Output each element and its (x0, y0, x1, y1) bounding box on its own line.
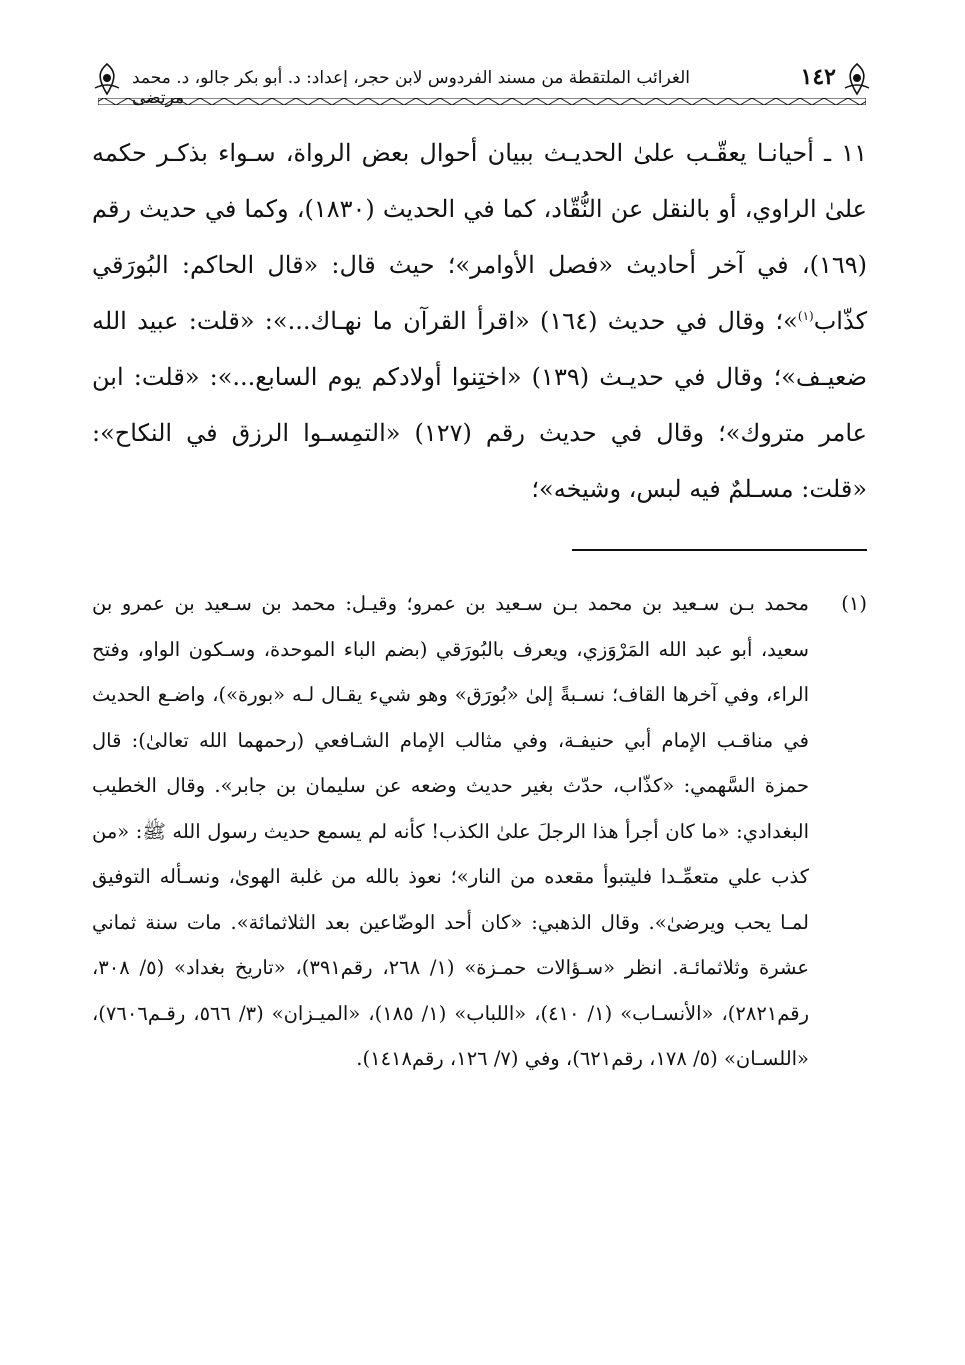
main-paragraph (92, 125, 867, 517)
running-title: الغرائب الملتقطة من مسند الفردوس لابن حجر، إعداد: د. أبو بكر جالو، د. محمد مرتضى (132, 68, 690, 108)
footnote (92, 581, 867, 1082)
footnote-separator (572, 549, 867, 551)
paragraph-text: ١١ ـ أحيانـا يعقّـب علىٰ الحديـث ببيان أحوال بعض الرواة، سـواء بذكـر حكمه علىٰ الراوي، أو بالنقل عن النُّقّاد، كما في الحديث (١٨٣٠)، وكما في حديث رقم (١٦٩)، في آخر أحاديث «فصل الأوامر»؛ حيث قال: «قال الحاكم: البُورَقي كذّاب (92, 139, 867, 335)
footnote-ref[interactable]: (١) (797, 309, 814, 323)
paragraph-11 (92, 125, 867, 517)
footnote-number: (١) (841, 592, 867, 615)
ornament-icon (842, 62, 872, 96)
page-number: ١٤٢ (800, 64, 836, 90)
decorative-border (98, 98, 866, 105)
ornament-icon (92, 62, 122, 96)
footnote-text: محمد بـن سـعيد بن محمد بـن سـعيد بن عمرو؛ وقيـل: محمد بن سـعيد بن عمرو بن سعيد، أبو عبد الله المَرْوَزي، ويعرف بالبُورَقي (بضم الباء الموحدة، وسـكون الواو، وفتح الراء، وفي آخرها القاف؛ نسـبةً إلىٰ «بُورَق» وهو شيء يقـال لـه «بورة»)، واضـع الحديث في مناقـب الإمام أبي حنيفـة، وفي مثالب الإمام الشـافعي (رحمهما الله تعالىٰ): قال حمزة السَّهمي: «كذّاب، حدّث بغير حديث وضعه عن سليمان بن جابر». وقال الخطيب البغدادي: «ما كان أجرأ هذا الرجلَ علىٰ الكذب! كأنه لم يسمع حديث رسول الله ﷺ: «من كذب علي متعمِّـدا فليتبوأ مقعده من النار»؛ نعوذ بالله من غلبة الهوىٰ، ونسـأله التوفيق لمـا يحب ويرضىٰ». وقال الذهبي: «كان أحد الوضّاعين بعد الثلاثمائة». مات سنة ثماني عشرة وثلاثمائـة. انظر «سـؤالات حمـزة» (١/ ٢٦٨، رقم٣٩١)، «تاريخ بغداد» (٥/ ٣٠٨، رقم٢٨٢١)، «الأنسـاب» (١/ ٤١٠)، «اللباب» (١/ ١٨٥)، «الميـزان» (٣/ ٥٦٦، رقـم٧٦٠٦)، «اللسـان» (٥/ ١٧٨، رقم٦٢١)، وفي (٧/ ١٢٦، رقم١٤١٨). (92, 592, 810, 1070)
page-header (92, 60, 872, 108)
paragraph-text-cont: »؛ وقال في حديث (١٦٤) «اقرأ القرآن ما نهـاك...»: «قلت: عبيد الله ضعيـف»؛ وقال في حديـث (١٣٩) «اختِنوا أولادكم يوم السابع...»: «قلت: ابن عامر متروك»؛ وقال في حديث رقم (١٢٧) «التمِسـوا الرزق في النكاح»: «قلت: مسـلمٌ فيه لبس، وشيخه»؛ (92, 307, 867, 503)
